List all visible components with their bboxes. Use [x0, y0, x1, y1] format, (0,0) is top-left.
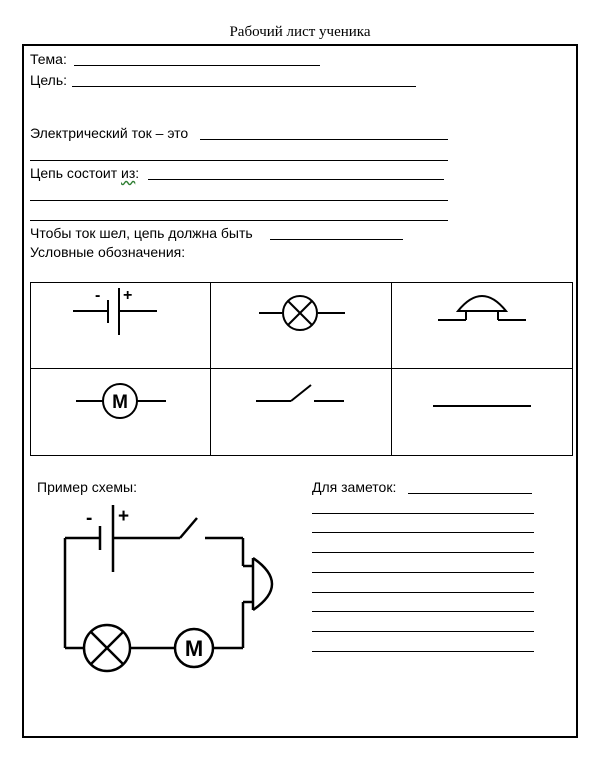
goal-label: Цель:: [30, 72, 68, 88]
symbol-cell-bell: [392, 283, 572, 369]
notes-blank-2[interactable]: [312, 532, 534, 533]
topic-blank[interactable]: [74, 65, 320, 66]
symbol-cell-motor: [31, 369, 211, 455]
circuit-composition-blank-1[interactable]: [148, 179, 444, 180]
circuit-composition-blank-3[interactable]: [30, 220, 448, 221]
lamp-symbol-icon: [211, 283, 392, 369]
svg-text:M: M: [184, 636, 204, 661]
topic-label: Тема:: [30, 51, 67, 67]
current-definition-blank-2[interactable]: [30, 160, 448, 161]
notes-label: Для заметок:: [312, 479, 397, 495]
current-definition-blank-1[interactable]: [200, 139, 448, 140]
svg-text:+: +: [123, 287, 133, 304]
notes-blank-3[interactable]: [312, 552, 534, 553]
symbols-label: Условные обозначения:: [30, 244, 186, 260]
circuit-composition-label: Цепь состоит из:: [30, 165, 140, 181]
notes-blank-6[interactable]: [312, 611, 534, 612]
example-circuit-label: Пример схемы:: [37, 479, 137, 495]
notes-blank-1[interactable]: [312, 513, 534, 514]
motor-symbol-icon: [31, 369, 211, 455]
symbol-cell-lamp: [211, 283, 392, 369]
notes-blank-0[interactable]: [408, 493, 532, 494]
battery-symbol-icon: [31, 283, 211, 369]
symbol-cell-switch: [211, 369, 392, 455]
switch-symbol-icon: [211, 369, 392, 455]
closed-circuit-blank[interactable]: [270, 239, 403, 240]
svg-text:+: +: [118, 506, 130, 527]
svg-text:-: -: [95, 287, 101, 304]
svg-text:-: -: [86, 508, 93, 529]
wire-symbol-icon: [392, 369, 572, 455]
bell-symbol-icon: [392, 283, 572, 369]
notes-blank-5[interactable]: [312, 592, 534, 593]
closed-circuit-label: Чтобы ток шел, цепь должна быть: [30, 225, 253, 241]
notes-blank-7[interactable]: [312, 631, 534, 632]
current-definition-label: Электрический ток – это: [30, 125, 189, 141]
svg-text:M: M: [112, 392, 128, 413]
symbols-table: [30, 282, 573, 456]
symbol-cell-wire: [392, 369, 572, 455]
example-circuit-diagram: [55, 500, 290, 685]
goal-blank[interactable]: [72, 86, 416, 87]
symbol-cell-battery: [31, 283, 211, 369]
notes-blank-8[interactable]: [312, 651, 534, 652]
circuit-composition-blank-2[interactable]: [30, 200, 448, 201]
notes-blank-4[interactable]: [312, 572, 534, 573]
worksheet-title: Рабочий лист ученика: [229, 24, 371, 40]
